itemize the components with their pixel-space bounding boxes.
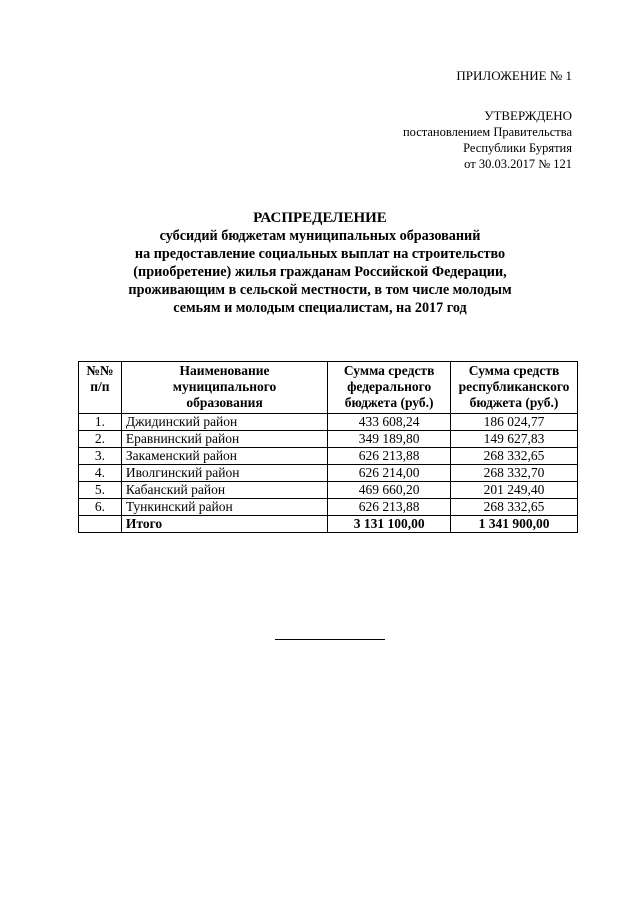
header-republic-sum: Сумма средств республиканского бюджета (руб.) — [451, 362, 578, 414]
title-line: субсидий бюджетам муниципальных образований — [159, 228, 481, 244]
row-number: 3. — [79, 448, 122, 465]
row-federal-sum: 626 214,00 — [328, 465, 451, 482]
title-line: семьям и молодым специалистам, на 2017 год — [173, 300, 467, 316]
header-number: №№ п/п — [79, 362, 122, 414]
header-federal-sum: Сумма средств федерального бюджета (руб.) — [328, 362, 451, 414]
approval-stamp — [403, 108, 572, 172]
end-divider — [275, 639, 385, 640]
total-label: Итого — [121, 516, 327, 533]
appendix-label: ПРИЛОЖЕНИЕ № 1 — [456, 68, 572, 83]
title-line: (приобретение) жилья гражданам Российской Федерации, — [133, 264, 507, 280]
row-republic-sum: 268 332,65 — [451, 499, 578, 516]
row-federal-sum: 469 660,20 — [328, 482, 451, 499]
header-municipality: Наименование муниципального образования — [121, 362, 327, 414]
table-row — [79, 482, 578, 499]
row-federal-sum: 433 608,24 — [328, 414, 451, 431]
total-federal-sum: 3 131 100,00 — [328, 516, 451, 533]
table-total-row — [79, 516, 578, 533]
row-republic-sum: 201 249,40 — [451, 482, 578, 499]
row-number: 2. — [79, 431, 122, 448]
row-republic-sum: 268 332,70 — [451, 465, 578, 482]
table-header-row — [79, 362, 578, 414]
total-republic-sum: 1 341 900,00 — [451, 516, 578, 533]
row-federal-sum: 626 213,88 — [328, 499, 451, 516]
table-row — [79, 414, 578, 431]
title-heading: РАСПРЕДЕЛЕНИЕ — [253, 210, 387, 226]
table-row — [79, 448, 578, 465]
row-federal-sum: 626 213,88 — [328, 448, 451, 465]
row-republic-sum: 149 627,83 — [451, 431, 578, 448]
row-republic-sum: 186 024,77 — [451, 414, 578, 431]
table-row — [79, 431, 578, 448]
row-number: 4. — [79, 465, 122, 482]
approval-republic-line: Республики Бурятия — [463, 141, 572, 155]
title-line: проживающим в сельской местности, в том числе молодым — [128, 282, 512, 298]
distribution-table — [78, 361, 578, 533]
row-municipality: Кабанский район — [121, 482, 327, 499]
row-municipality: Иволгинский район — [121, 465, 327, 482]
approved-label: УТВЕРЖДЕНО — [484, 108, 572, 123]
total-number — [79, 516, 122, 533]
approval-date-line: от 30.03.2017 № 121 — [464, 157, 572, 171]
row-federal-sum: 349 189,80 — [328, 431, 451, 448]
row-municipality: Тункинский район — [121, 499, 327, 516]
row-number: 6. — [79, 499, 122, 516]
row-republic-sum: 268 332,65 — [451, 448, 578, 465]
row-number: 5. — [79, 482, 122, 499]
approval-decree-line: постановлением Правительства — [402, 125, 572, 139]
title-line: на предоставление социальных выплат на строительство — [134, 246, 506, 262]
row-municipality: Закаменский район — [121, 448, 327, 465]
row-number: 1. — [79, 414, 122, 431]
row-municipality: Еравнинский район — [121, 431, 327, 448]
table-row — [79, 499, 578, 516]
document-title — [0, 209, 640, 317]
table-row — [79, 465, 578, 482]
row-municipality: Джидинский район — [121, 414, 327, 431]
